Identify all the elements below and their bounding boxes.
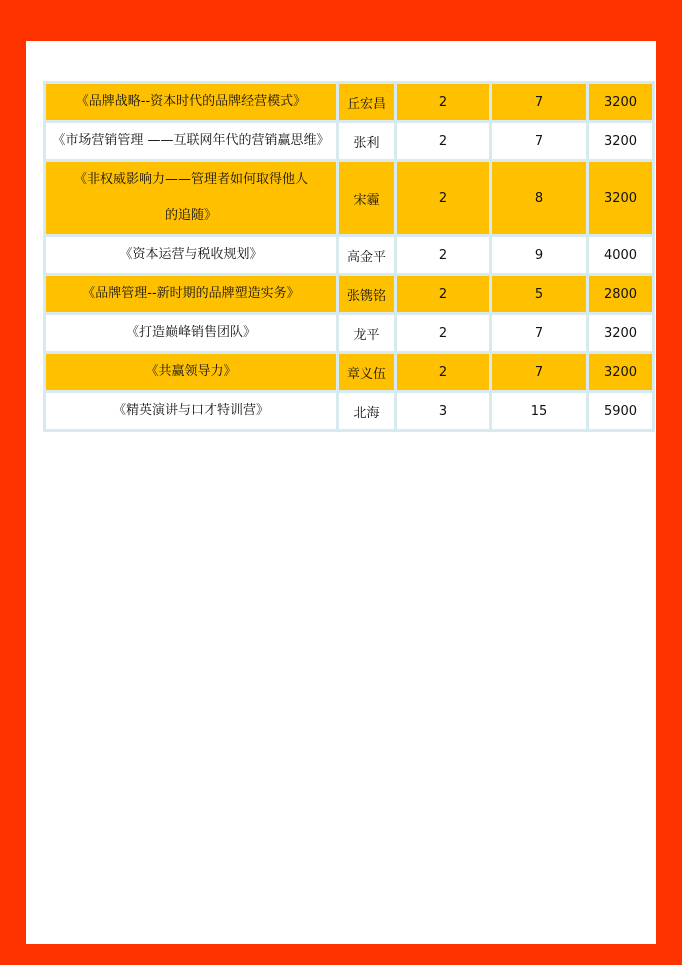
days-value: 2 — [397, 276, 489, 312]
course-title: 《品牌战略--资本时代的品牌经营模式》 — [46, 84, 336, 120]
days-value: 2 — [397, 354, 489, 390]
lecturer-name: 章义伍 — [339, 354, 394, 390]
price-value: 3200 — [589, 123, 652, 159]
lecturer-name: 张利 — [339, 123, 394, 159]
course-title: 《市场营销管理 ——互联网年代的营销赢思维》 — [46, 123, 336, 159]
days-value: 2 — [397, 123, 489, 159]
price-value: 3200 — [589, 84, 652, 120]
course-title: 《品牌管理--新时期的品牌塑造实务》 — [46, 276, 336, 312]
table-row — [46, 162, 652, 234]
table-row — [46, 123, 652, 159]
price-value: 4000 — [589, 237, 652, 273]
sessions-value: 7 — [492, 354, 586, 390]
table-row — [46, 393, 652, 429]
days-value: 3 — [397, 393, 489, 429]
days-value: 2 — [397, 315, 489, 351]
sessions-value: 8 — [492, 162, 586, 234]
price-value: 3200 — [589, 162, 652, 234]
table-row — [46, 84, 652, 120]
table-row — [46, 276, 652, 312]
lecturer-name: 丘宏昌 — [339, 84, 394, 120]
course-table — [43, 81, 655, 432]
days-value: 2 — [397, 162, 489, 234]
sessions-value: 5 — [492, 276, 586, 312]
price-value: 3200 — [589, 354, 652, 390]
sessions-value: 15 — [492, 393, 586, 429]
course-title: 《非权威影响力——管理者如何取得他人的追随》 — [46, 162, 336, 234]
sessions-value: 7 — [492, 123, 586, 159]
lecturer-name: 北海 — [339, 393, 394, 429]
table-row — [46, 237, 652, 273]
course-title: 《资本运营与税收规划》 — [46, 237, 336, 273]
price-value: 2800 — [589, 276, 652, 312]
sessions-value: 7 — [492, 84, 586, 120]
lecturer-name: 张镌铭 — [339, 276, 394, 312]
sessions-value: 9 — [492, 237, 586, 273]
table-row — [46, 315, 652, 351]
document-page — [26, 41, 656, 944]
course-title: 《精英演讲与口才特训营》 — [46, 393, 336, 429]
lecturer-name: 宋霾 — [339, 162, 394, 234]
course-title: 《打造巅峰销售团队》 — [46, 315, 336, 351]
course-title: 《共赢领导力》 — [46, 354, 336, 390]
days-value: 2 — [397, 84, 489, 120]
lecturer-name: 龙平 — [339, 315, 394, 351]
price-value: 5900 — [589, 393, 652, 429]
table-row — [46, 354, 652, 390]
days-value: 2 — [397, 237, 489, 273]
sessions-value: 7 — [492, 315, 586, 351]
price-value: 3200 — [589, 315, 652, 351]
lecturer-name: 高金平 — [339, 237, 394, 273]
